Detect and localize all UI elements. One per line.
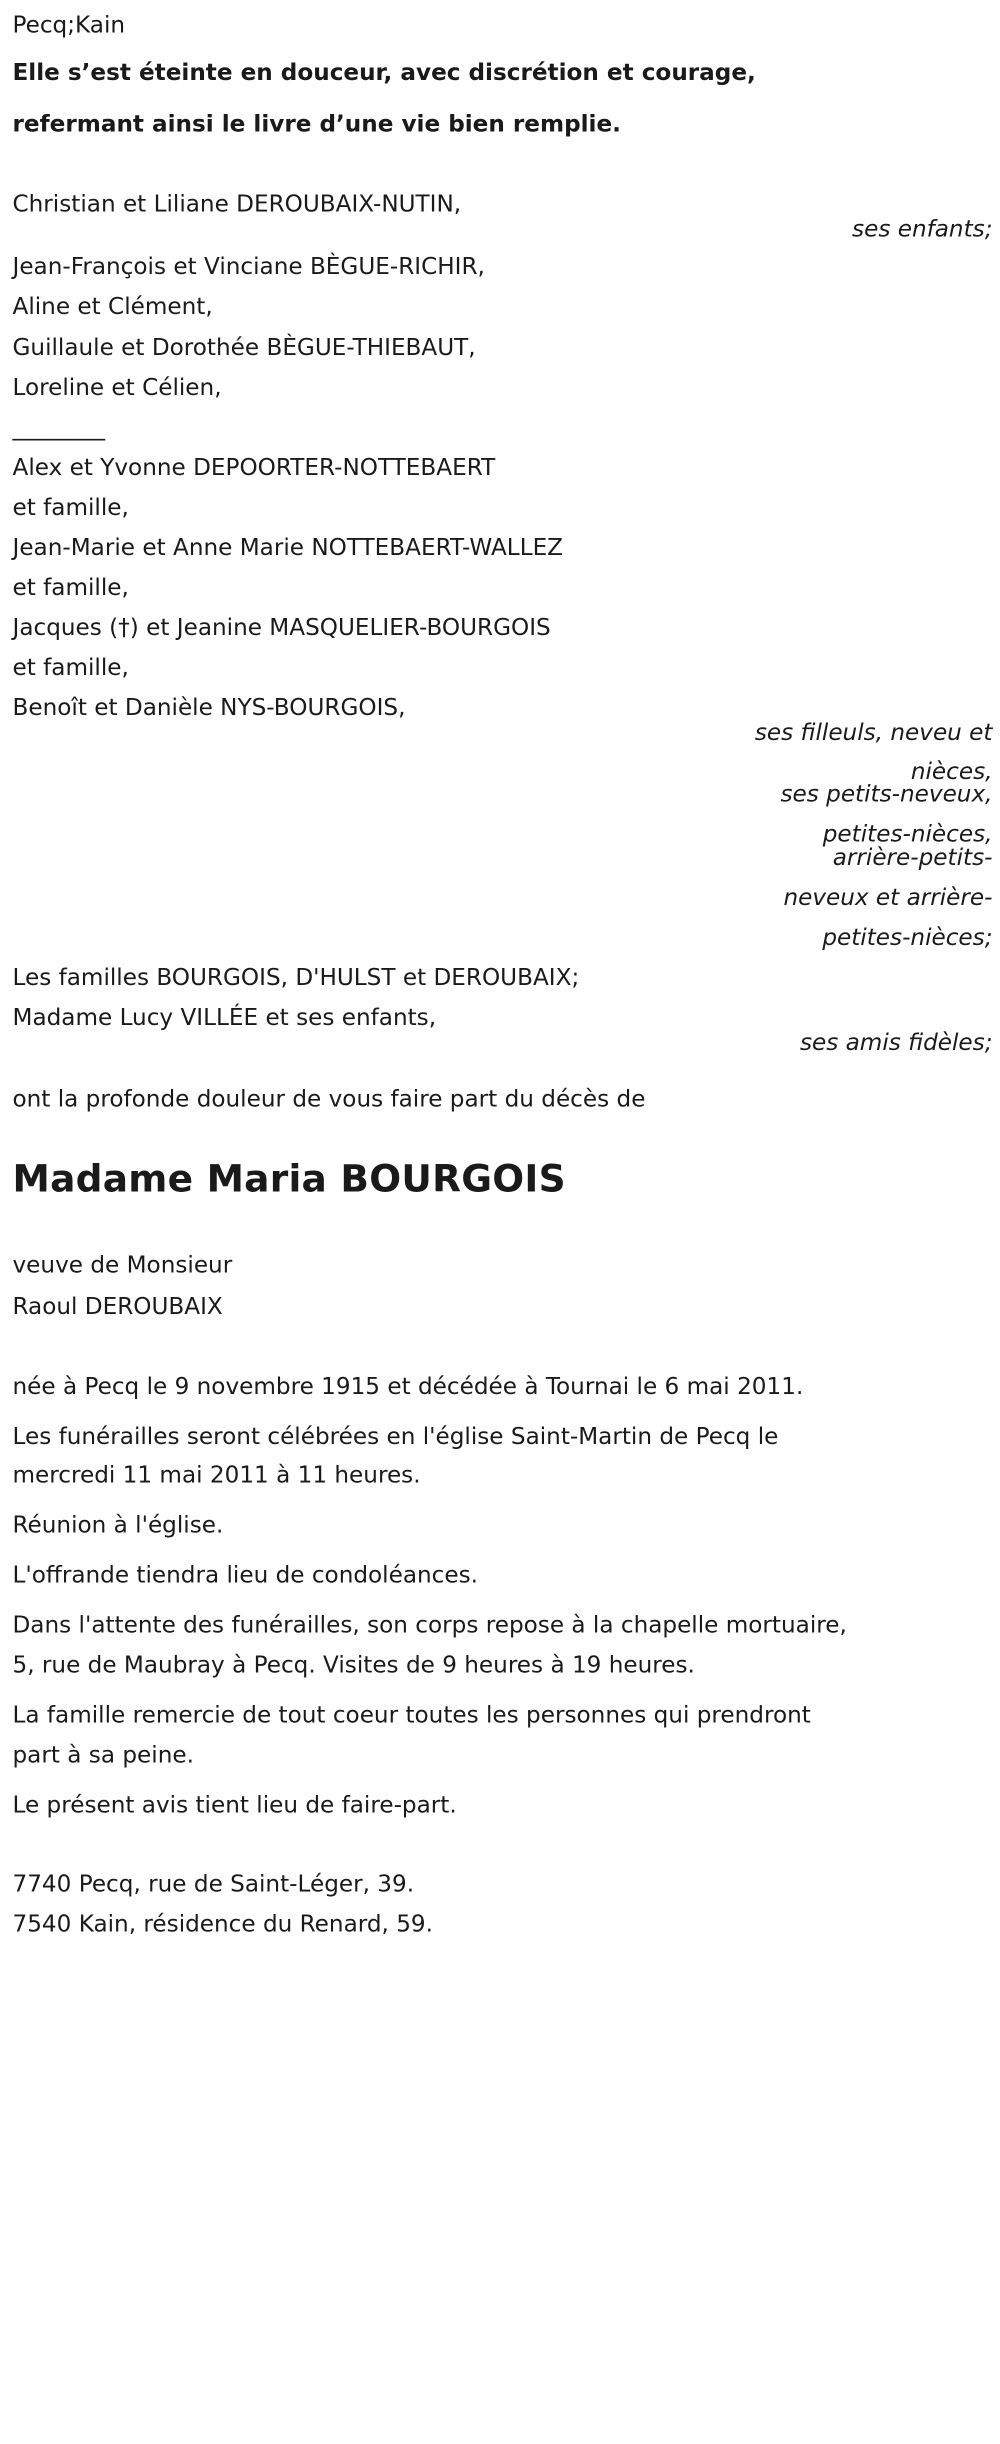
address-line: 7540 Kain, résidence du Renard, 59. (12, 1911, 434, 1938)
godchild-line: Alex et Yvonne DEPOORTER-NOTTEBAERT (12, 455, 496, 482)
funeral-info: Les funérailles seront célébrées en l'église Saint-Martin de Pecq le (12, 1423, 779, 1450)
offering-info: L'offrande tiendra lieu de condoléances. (12, 1562, 479, 1589)
friends-line: Les familles BOURGOIS, D'HULST et DEROUBAIX; (12, 965, 580, 992)
grandchild-line: Aline et Clément, (12, 293, 213, 320)
godchildren-relation-line: arrière-petits- (832, 845, 993, 872)
grandchild-line: Jean-François et Vinciane BÈGUE-RICHIR, (12, 253, 485, 280)
friends-line: Madame Lucy VILLÉE et ses enfants, (12, 1005, 437, 1032)
godchildren-relation-line: neveux et arrière- (783, 885, 993, 912)
rest-info: 5, rue de Maubray à Pecq. Visites de 9 heures à 19 heures. (12, 1652, 695, 1679)
godchild-line: Jean-Marie et Anne Marie NOTTEBAERT-WALLEZ (12, 535, 564, 562)
godchild-line: Jacques (†) et Jeanine MASQUELIER-BOURGOIS (12, 615, 551, 642)
godchildren-relation-line: nièces, (910, 758, 993, 785)
children-names: Christian et Liliane DEROUBAIX-NUTIN, (12, 191, 462, 218)
thanks-info: La famille remercie de tout coeur toutes les personnes qui prendront (12, 1702, 811, 1729)
godchild-line: et famille, (12, 495, 129, 522)
meeting-info: Réunion à l'église. (12, 1512, 224, 1539)
section-separator: ________ (12, 415, 105, 442)
godchild-line: et famille, (12, 575, 129, 602)
godchildren-relation-line: ses filleuls, neveu et (754, 720, 993, 747)
widow-line: Raoul DEROUBAIX (12, 1293, 223, 1320)
children-relation: ses enfants; (852, 216, 993, 243)
notice-text: Le présent avis tient lieu de faire-part. (12, 1792, 457, 1819)
godchild-line: Benoît et Danièle NYS-BOURGOIS, (12, 695, 406, 722)
rest-info: Dans l'attente des funérailles, son corps repose à la chapelle mortuaire, (12, 1612, 847, 1639)
godchild-line: et famille, (12, 655, 129, 682)
announcement-text: ont la profonde douleur de vous faire part du décès de (12, 1086, 646, 1113)
godchildren-relation-line: ses petits-neveux, (780, 781, 993, 808)
intro-line-2: refermant ainsi le livre d’une vie bien remplie. (12, 111, 621, 138)
birth-death-dates: née à Pecq le 9 novembre 1915 et décédée à Tournai le 6 mai 2011. (12, 1373, 804, 1400)
location-heading: Pecq;Kain (12, 12, 126, 39)
grandchild-line: Guillaule et Dorothée BÈGUE-THIEBAUT, (12, 335, 476, 362)
intro-line-1: Elle s’est éteinte en douceur, avec discrétion et courage, (12, 60, 756, 87)
godchildren-relation-line: petites-nièces, (822, 821, 993, 848)
grandchild-line: Loreline et Célien, (12, 375, 222, 402)
address-line: 7740 Pecq, rue de Saint-Léger, 39. (12, 1871, 415, 1898)
friends-relation: ses amis fidèles; (799, 1030, 993, 1057)
funeral-info: mercredi 11 mai 2011 à 11 heures. (12, 1462, 421, 1489)
widow-line: veuve de Monsieur (12, 1252, 233, 1279)
thanks-info: part à sa peine. (12, 1742, 194, 1769)
deceased-name: Madame Maria BOURGOIS (12, 1157, 566, 1202)
godchildren-relation-line: petites-nièces; (822, 925, 993, 952)
